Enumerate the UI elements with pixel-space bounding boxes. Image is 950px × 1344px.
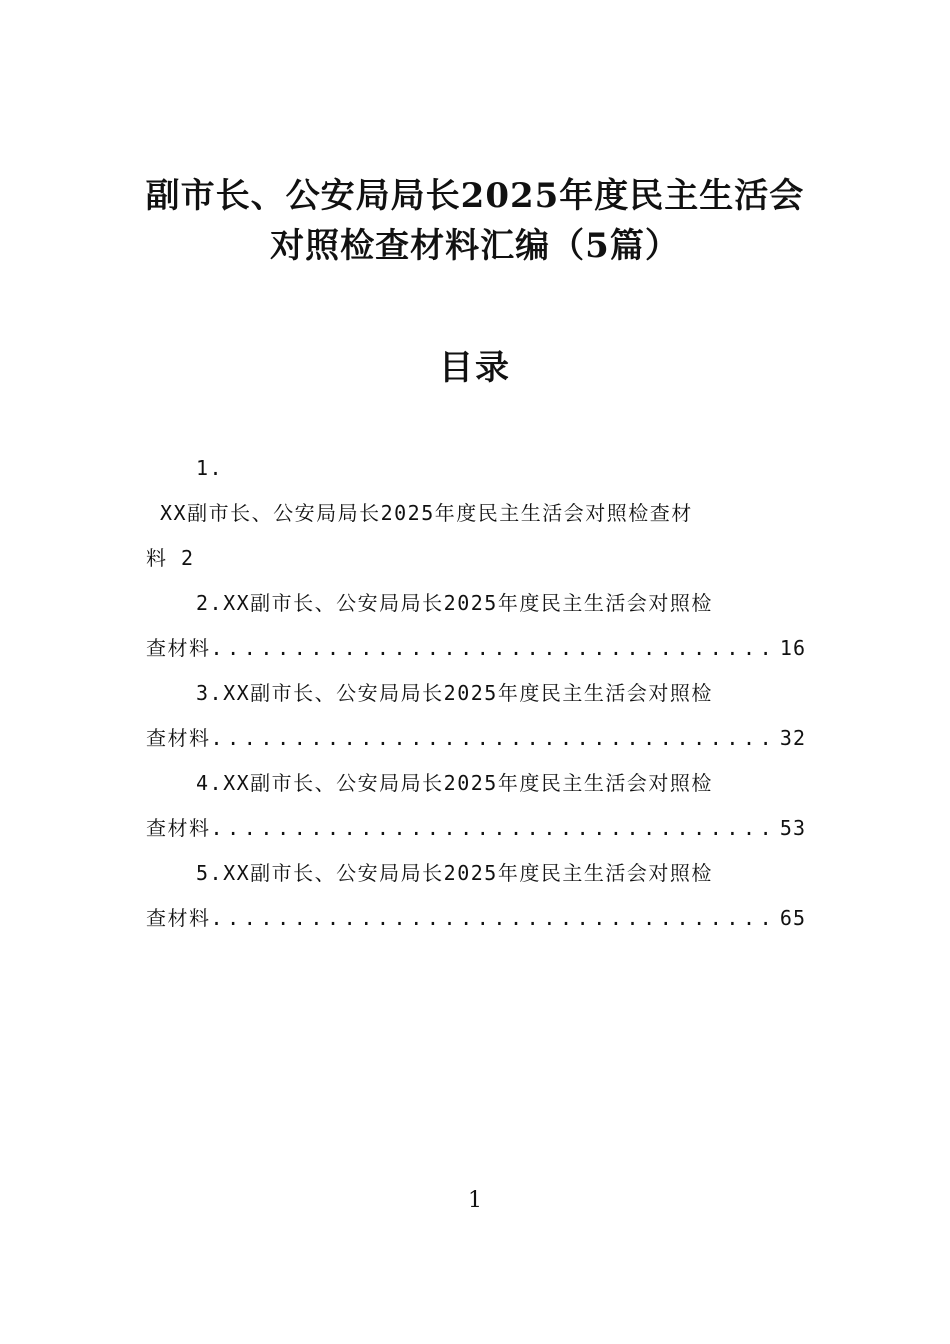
toc-entry-4-line-2[interactable] [146,806,806,851]
toc-heading: 目录 [439,348,511,388]
toc-entry-text: 4.XX副市长、公安局局长2025年度民主生活会对照检 [196,771,713,795]
toc-entry-1-line-1[interactable] [146,491,806,536]
toc-entry-text: XX副市长、公安局局长2025年度民主生活会对照检查材 [160,501,693,525]
toc-entry-5-line-1[interactable] [146,851,806,896]
toc-entry-2-line-1[interactable] [146,581,806,626]
toc-entry-text: 5.XX副市长、公安局局长2025年度民主生活会对照检 [196,861,713,885]
toc-entry-3-line-2[interactable] [146,716,806,761]
toc-entry-1-number[interactable] [146,446,806,491]
toc-entry-text: 料 2 [146,546,195,570]
toc-entry-4-line-1[interactable] [146,761,806,806]
toc-entry-text: 2.XX副市长、公安局局长2025年度民主生活会对照检 [196,591,713,615]
table-of-contents [146,446,806,941]
toc-entry-page-number: 53 [779,816,806,840]
toc-entry-text: 查材料 [146,726,211,750]
toc-entry-page-number: 32 [779,726,806,750]
page-number: 1 [468,1188,482,1213]
toc-entry-page-number: 65 [779,906,806,930]
dot-leader [211,806,778,851]
toc-entry-text: 查材料 [146,816,211,840]
toc-entry-text: 3.XX副市长、公安局局长2025年度民主生活会对照检 [196,681,713,705]
toc-entry-2-line-2[interactable] [146,626,806,671]
toc-entry-5-line-2[interactable] [146,896,806,941]
dot-leader [211,716,778,761]
dot-leader [211,896,778,941]
toc-entry-text: 查材料 [146,906,211,930]
toc-entry-1-line-2[interactable] [146,536,806,581]
document-title-line-2: 对照检查材料汇编（5篇） [270,226,680,266]
toc-entry-text: 查材料 [146,636,211,660]
toc-entry-number: 1. [196,456,224,480]
dot-leader [211,626,778,671]
toc-entry-page-number: 16 [779,636,806,660]
document-title-line-1: 副市长、公安局局长2025年度民主生活会 [145,176,805,216]
toc-entry-3-line-1[interactable] [146,671,806,716]
